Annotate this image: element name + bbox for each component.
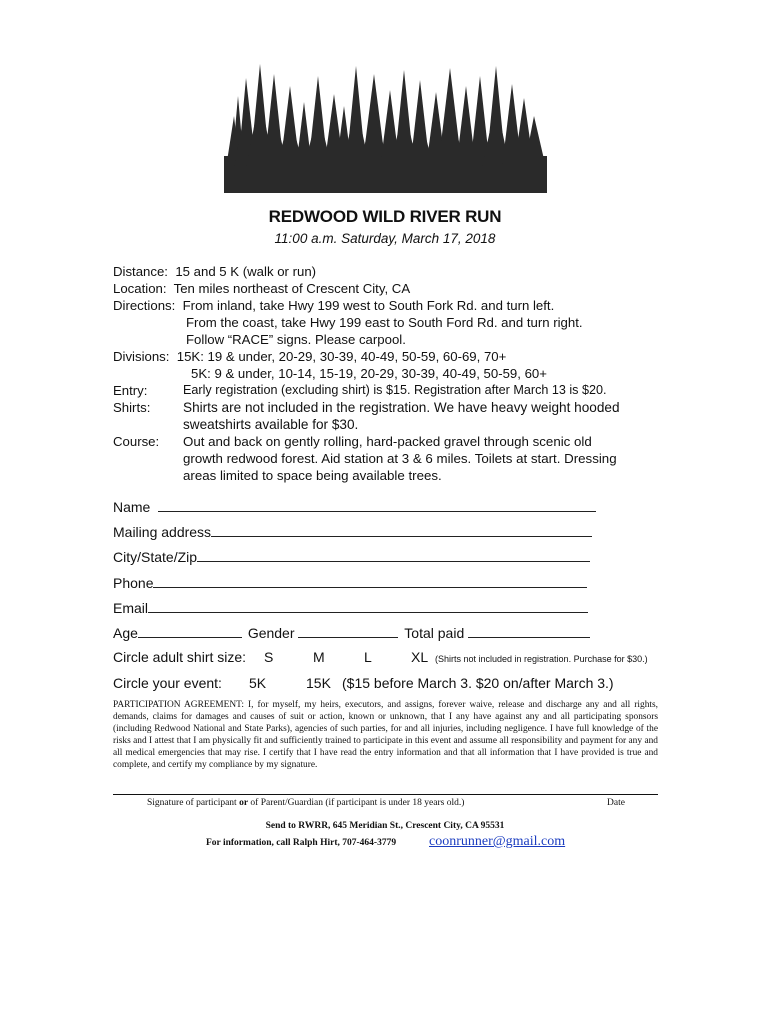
directions-line-1: From inland, take Hwy 199 west to South Fork Rd. and turn left.	[182, 298, 555, 313]
entry-value: Early registration (excluding shirt) is $15. Registration after March 13 is $20.	[183, 383, 607, 397]
mailing-field-row	[113, 523, 592, 540]
course-line-2: growth redwood forest. Aid station at 3 & 6 miles. Toilets at start. Dressing	[183, 451, 617, 466]
shirt-note: (Shirts not included in registration. Purchase for $30.)	[435, 654, 648, 664]
shirt-size-l[interactable]: L	[364, 649, 372, 665]
divisions-15k: 15K: 19 & under, 20-29, 30-39, 40-49, 50-59, 60-69, 70+	[176, 349, 507, 364]
shirts-line-1: Shirts are not included in the registration. We have heavy weight hooded	[183, 400, 620, 415]
directions-line-2: From the coast, take Hwy 199 east to South Ford Rd. and turn right.	[186, 315, 583, 330]
entry-label: Entry:	[113, 383, 148, 398]
city-state-zip-field[interactable]	[197, 548, 590, 562]
email-field-row	[113, 599, 588, 616]
email-field[interactable]	[148, 599, 588, 613]
shirt-size-xl[interactable]: XL	[411, 649, 429, 665]
course-label: Course:	[113, 434, 160, 449]
event-15k-option[interactable]: 15K	[306, 675, 331, 691]
age-gender-total-row	[113, 624, 590, 641]
distance-value: 15 and 5 K (walk or run)	[175, 264, 317, 279]
divisions-row	[113, 348, 506, 365]
gender-field[interactable]	[298, 624, 398, 638]
name-label: Name	[113, 499, 151, 515]
contact-info: For information, call Ralph Hirt, 707-464-3779	[206, 838, 397, 848]
signature-caption-pre: Signature of participant	[147, 798, 240, 808]
city-field-row	[113, 548, 590, 565]
event-price-note: ($15 before March 3. $20 on/after March 3.)	[342, 675, 614, 691]
contact-email-link[interactable]: coonrunner@gmail.com	[429, 834, 566, 849]
name-field-row	[113, 498, 596, 515]
city-state-zip-label: City/State/Zip	[113, 549, 198, 565]
divisions-5k: 5K: 9 & under, 10-14, 15-19, 20-29, 30-39, 40-49, 50-59, 60+	[191, 366, 547, 381]
event-date-time: 11:00 a.m. Saturday, March 17, 2018	[274, 231, 496, 246]
send-to-address: Send to RWRR, 645 Meridian St., Crescent City, CA 95531	[265, 821, 505, 831]
location-value: Ten miles northeast of Crescent City, CA	[173, 281, 411, 296]
directions-label: Directions:	[113, 298, 176, 313]
distance-label: Distance:	[113, 264, 168, 279]
mailing-address-field[interactable]	[211, 523, 592, 537]
signature-caption	[147, 798, 464, 808]
shirt-size-s[interactable]: S	[264, 649, 274, 665]
email-label: Email	[113, 600, 149, 616]
age-label: Age	[113, 625, 138, 641]
name-field[interactable]	[158, 498, 596, 512]
event-title: REDWOOD WILD RIVER RUN	[268, 207, 502, 226]
directions-line-3: Follow “RACE” signs. Please carpool.	[186, 332, 406, 347]
date-caption: Date	[607, 798, 625, 808]
gender-label: Gender	[247, 625, 295, 641]
location-label: Location:	[113, 281, 167, 296]
directions-row	[113, 297, 554, 314]
shirt-size-label: Circle adult shirt size:	[113, 649, 247, 665]
shirts-label: Shirts:	[113, 400, 151, 415]
shirts-line-2: sweatshirts available for $30.	[183, 417, 359, 432]
course-line-3: areas limited to space being available trees.	[183, 468, 442, 483]
signature-caption-or: or	[239, 798, 249, 808]
total-paid-label: Total paid	[404, 625, 465, 641]
divisions-label: Divisions:	[113, 349, 170, 364]
participation-agreement: PARTICIPATION AGREEMENT: I, for myself, my heirs, executors, and assigns, forever waive, release and discharge any and all rights, demands, claims for damages and causes of suit or action, known or unknown, that I any have against any and all participating sponsors (including Redwood National and State Parks), agencies of such parties, for and all injuries, including negligence. I have full knowledge of the risks and I attest that I am physically fit and sufficiently trained to participate in this event and assume all responsibility and payment for any and all medical emergencies that may rise. I certify that I have read the entry information and that all information that I have provided is true and complete, and certify my compliance by my signature.	[113, 700, 658, 771]
signature-line[interactable]	[113, 794, 658, 795]
mailing-address-label: Mailing address	[113, 524, 212, 540]
shirt-size-m[interactable]: M	[313, 649, 325, 665]
age-field[interactable]	[138, 624, 242, 638]
location-row	[113, 280, 410, 297]
event-5k-option[interactable]: 5K	[249, 675, 267, 691]
distance-row	[113, 263, 316, 280]
phone-field-row	[113, 574, 587, 591]
course-line-1: Out and back on gently rolling, hard-packed gravel through scenic old	[183, 434, 592, 449]
signature-caption-post: of Parent/Guardian (if participant is under 18 years old.)	[248, 798, 465, 808]
total-paid-field[interactable]	[468, 624, 590, 638]
phone-field[interactable]	[153, 574, 587, 588]
event-choice-label: Circle your event:	[113, 675, 222, 691]
phone-label: Phone	[113, 575, 154, 591]
forest-silhouette-image	[224, 56, 547, 193]
